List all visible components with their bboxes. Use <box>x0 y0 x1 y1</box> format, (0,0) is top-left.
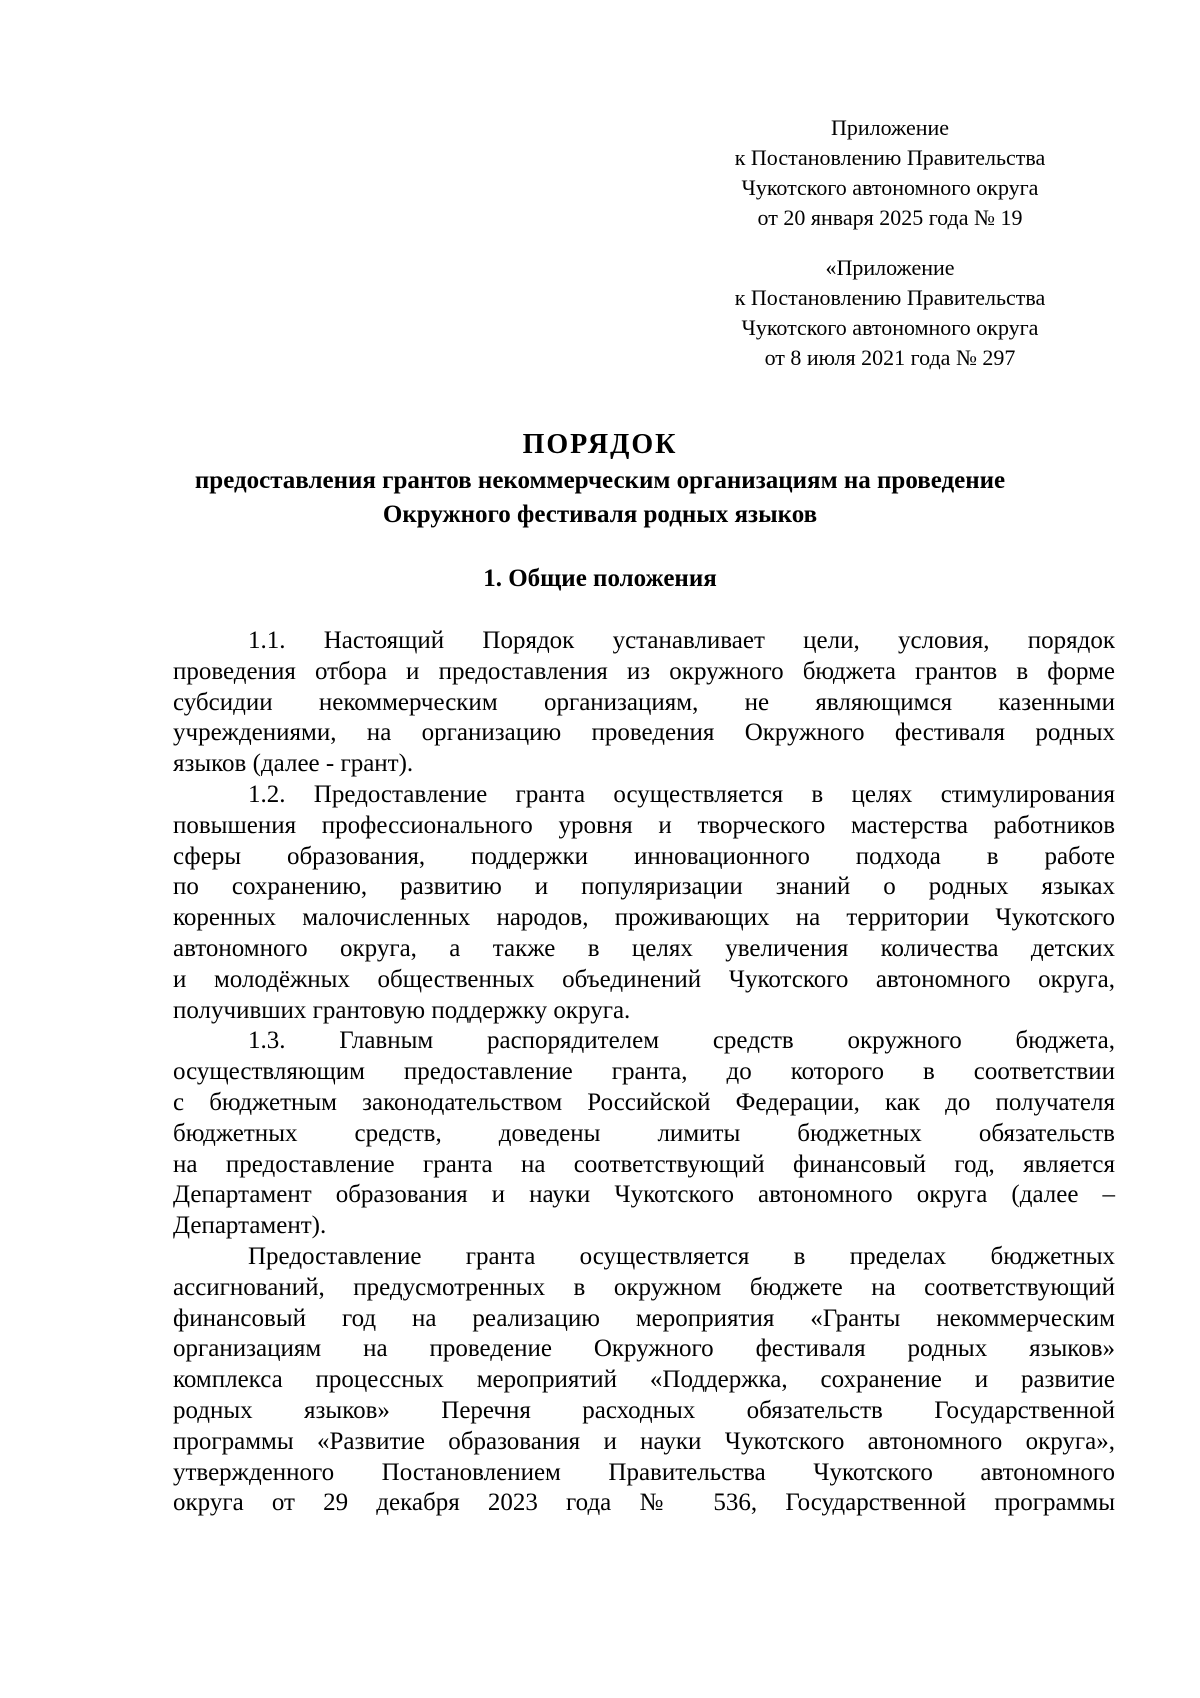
paragraph-line: с бюджетным законодательством Российской Федерации, как до получателя <box>173 1088 1115 1116</box>
appendix-line: Приложение <box>830 115 950 140</box>
paragraph-line: бюджетных средств, доведены лимиты бюджетных обязательств <box>173 1119 1115 1147</box>
paragraph-line: на предоставление гранта на соответствующий финансовый год, является <box>173 1150 1115 1178</box>
paragraph-line: по сохранению, развитию и популяризации знаний о родных языках <box>173 873 1115 901</box>
appendix-line: Чукотского автономного округа <box>741 315 1039 340</box>
paragraph-line: 1.2. Предоставление гранта осуществляется в целях стимулирования <box>248 780 1115 808</box>
paragraph-line: учреждениями, на организацию проведения Окружного фестиваля родных <box>173 719 1115 747</box>
paragraph-line: осуществляющим предоставление гранта, до которого в соответствии <box>173 1058 1115 1086</box>
paragraph-line: коренных малочисленных народов, проживающих на территории Чукотского <box>173 904 1115 932</box>
paragraph-line: получивших грантовую поддержку округа. <box>173 996 631 1024</box>
paragraph-line: финансовый год на реализацию мероприятия «Гранты некоммерческим <box>173 1304 1115 1332</box>
appendix-line: Чукотского автономного округа <box>741 175 1039 200</box>
appendix-line: к Постановлению Правительства <box>734 145 1046 170</box>
paragraph-line: программы «Развитие образования и науки Чукотского автономного округа», <box>173 1427 1115 1455</box>
paragraph-line: повышения профессионального уровня и творческого мастерства работников <box>173 811 1115 839</box>
section-heading: 1. Общие положения <box>483 565 717 592</box>
paragraph-line: сферы образования, поддержки инновационного подхода в работе <box>173 842 1115 870</box>
paragraph-line: организациям на проведение Окружного фестиваля родных языков» <box>173 1335 1115 1363</box>
appendix-header-original <box>700 253 1080 373</box>
paragraph-line: утвержденного Постановлением Правительства Чукотского автономного <box>173 1458 1115 1486</box>
paragraph-line: проведения отбора и предоставления из окружного бюджета грантов в форме <box>173 657 1115 685</box>
subtitle-line: предоставления грантов некоммерческим организациям на проведение <box>194 467 1006 494</box>
paragraph-line: комплекса процессных мероприятий «Поддержка, сохранение и развитие <box>173 1366 1115 1394</box>
paragraph-line: автономного округа, а также в целях увеличения количества детских <box>173 934 1115 962</box>
paragraph-line: Предоставление гранта осуществляется в пределах бюджетных <box>248 1242 1115 1270</box>
document-subtitle <box>150 464 1050 532</box>
paragraph-line: округа от 29 декабря 2023 года № 536, Государственной программы <box>173 1489 1115 1517</box>
paragraph-line: 1.1. Настоящий Порядок устанавливает цели, условия, порядок <box>248 627 1115 654</box>
paragraph-line: родных языков» Перечня расходных обязательств Государственной <box>173 1396 1115 1424</box>
subtitle-line: Окружного фестиваля родных языков <box>382 501 818 528</box>
appendix-line: «Приложение <box>825 255 955 280</box>
appendix-line: от 8 июля 2021 года № 297 <box>764 345 1016 370</box>
appendix-line: от 20 января 2025 года № 19 <box>757 205 1023 230</box>
section-body <box>173 626 1115 1519</box>
paragraph-line: Департамент образования и науки Чукотского автономного округа (далее – <box>173 1181 1115 1209</box>
document-title: ПОРЯДОК <box>522 429 678 460</box>
paragraph-line: 1.3. Главным распорядителем средств окружного бюджета, <box>248 1027 1115 1055</box>
paragraph-line: и молодёжных общественных объединений Чукотского автономного округа, <box>173 965 1115 993</box>
appendix-line: к Постановлению Правительства <box>734 285 1046 310</box>
appendix-header-current <box>700 113 1080 233</box>
paragraph-line: языков (далее - грант). <box>173 750 414 778</box>
paragraph-line: субсидии некоммерческим организациям, не являющимся казенными <box>173 688 1115 716</box>
paragraph-line: Департамент). <box>173 1212 327 1240</box>
paragraph-line: ассигнований, предусмотренных в окружном бюджете на соответствующий <box>173 1273 1115 1301</box>
